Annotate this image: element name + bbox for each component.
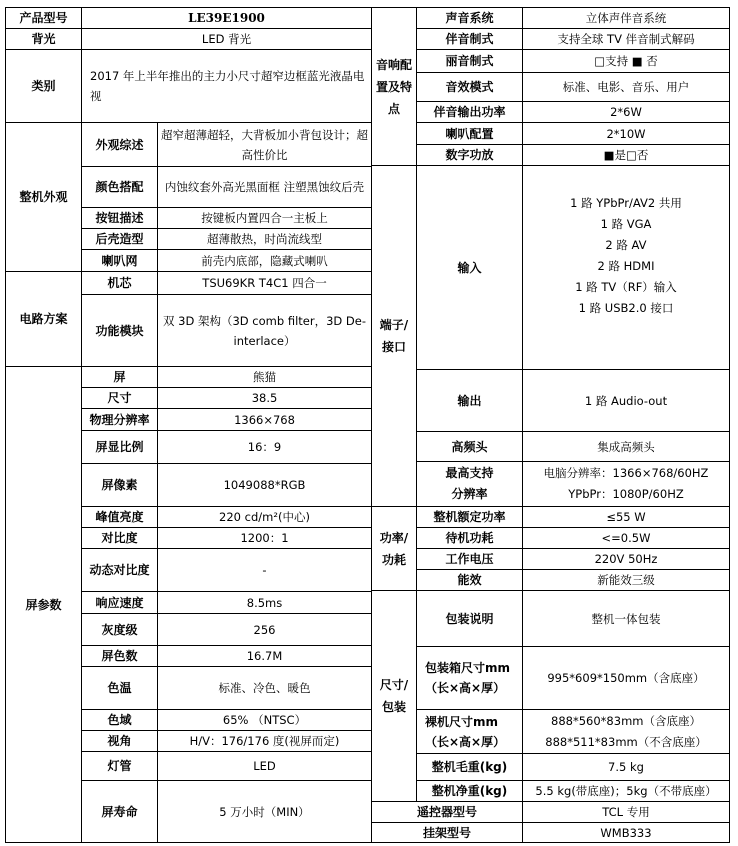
power-row-label: 整机额定功率 — [416, 506, 523, 528]
input-label: 输入 — [416, 165, 523, 370]
screen-row-value: 16.7M — [157, 645, 372, 667]
screen-row-value: LED — [157, 751, 372, 781]
screen-row-label: 视角 — [81, 730, 158, 752]
audio-row-label: 伴音输出功率 — [416, 101, 523, 123]
power-row-value: ≤55 W — [522, 506, 730, 528]
bare-size-line: 888*560*83mm（含底座） — [551, 713, 701, 728]
screen-row-value: 1366×768 — [157, 408, 372, 431]
mount-label: 挂架型号 — [371, 822, 523, 843]
screen-row-label: 物理分辨率 — [81, 408, 158, 431]
tuner-label: 高频头 — [416, 431, 523, 462]
input-line: 1 路 TV（RF）输入 — [575, 280, 677, 294]
screen-row-value: 256 — [157, 613, 372, 646]
audio-row-value: 2*6W — [522, 101, 730, 123]
screen-group-label: 屏参数 — [5, 366, 82, 843]
chassis-label: 机芯 — [81, 271, 158, 295]
input-line: 1 路 YPbPr/AV2 共用 — [570, 196, 682, 210]
audio-group-label: 音响配置及特点 — [371, 7, 417, 166]
audio-row-value: 2*10W — [522, 122, 730, 145]
screen-row-label: 峰值亮度 — [81, 506, 158, 528]
buttons-label: 按钮描述 — [81, 207, 158, 229]
remote-value: TCL 专用 — [522, 801, 730, 823]
screen-row-label: 响应速度 — [81, 591, 158, 614]
screen-row-value: 8.5ms — [157, 591, 372, 614]
audio-row-label: 音效模式 — [416, 72, 523, 102]
back-shape-value: 超薄散热，时尚流线型 — [157, 228, 372, 250]
max-res-value — [522, 461, 730, 507]
appearance-group-label: 整机外观 — [5, 122, 82, 272]
output-label: 输出 — [416, 369, 523, 432]
power-group-label: 功率/功耗 — [371, 506, 417, 591]
tuner-value: 集成高频头 — [522, 431, 730, 462]
color-value: 内蚀纹套外高光黑面框 注塑黑蚀纹后壳 — [157, 166, 372, 208]
output-value: 1 路 Audio-out — [522, 369, 730, 432]
power-row-value: 220V 50Hz — [522, 548, 730, 570]
screen-row-label: 动态对比度 — [81, 548, 158, 592]
audio-row-label: 喇叭配置 — [416, 122, 523, 145]
packaging-value: 整机一体包装 — [522, 590, 730, 647]
input-line: 2 路 AV — [605, 238, 647, 252]
color-label: 颜色搭配 — [81, 166, 158, 208]
max-res-label-line: 最高支持 — [445, 466, 494, 480]
screen-row-value: 65% （NTSC） — [157, 709, 372, 731]
screen-row-label: 色域 — [81, 709, 158, 731]
screen-row-value: 标准、冷色、暖色 — [157, 666, 372, 710]
remote-label: 遥控器型号 — [371, 801, 523, 823]
gross-weight-label: 整机毛重(kg) — [416, 753, 523, 781]
box-size-value: 995*609*150mm（含底座） — [522, 646, 730, 710]
screen-row-label: 尺寸 — [81, 387, 158, 409]
screen-row-value: 熊猫 — [157, 366, 372, 388]
screen-row-label: 屏色数 — [81, 645, 158, 667]
audio-row-value: 立体声伴音系统 — [522, 7, 730, 29]
power-row-value: <=0.5W — [522, 527, 730, 549]
appearance-overview-value: 超窄超薄超轻，大背板加小背包设计；超高性价比 — [157, 122, 372, 167]
screen-row-label: 灯管 — [81, 751, 158, 781]
power-row-label: 能效 — [416, 569, 523, 591]
input-line: 1 路 USB2.0 接口 — [578, 301, 674, 315]
power-row-value: 新能效三级 — [522, 569, 730, 591]
power-row-label: 工作电压 — [416, 548, 523, 570]
audio-row-value: 支持全球 TV 伴音制式解码 — [522, 28, 730, 50]
audio-row-value: ■是□否 — [522, 144, 730, 166]
circuit-group-label: 电路方案 — [5, 271, 82, 367]
bare-size-value — [522, 709, 730, 754]
max-res-label-line: 分辨率 — [451, 487, 488, 501]
input-value — [522, 165, 730, 370]
screen-row-label: 灰度级 — [81, 613, 158, 646]
size-group-label: 尺寸/包装 — [371, 590, 417, 802]
screen-row-value: 16：9 — [157, 430, 372, 464]
screen-row-value: 220 cd/m²(中心) — [157, 506, 372, 528]
back-shape-label: 后壳造型 — [81, 228, 158, 250]
box-size-label: 包装箱尺寸mm（长×高×厚） — [416, 646, 523, 710]
ports-group-label: 端子/接口 — [371, 165, 417, 507]
screen-row-label: 屏寿命 — [81, 780, 158, 843]
screen-row-value: 1200：1 — [157, 527, 372, 549]
screen-row-value: 5 万小时（MIN） — [157, 780, 372, 843]
screen-row-value: 38.5 — [157, 387, 372, 409]
packaging-label: 包装说明 — [416, 590, 523, 647]
input-line: 1 路 VGA — [600, 217, 652, 231]
category-label: 类别 — [5, 49, 82, 123]
bare-size-line: 888*511*83mm（不含底座） — [545, 734, 707, 749]
audio-row-label: 丽音制式 — [416, 49, 523, 73]
screen-row-label: 屏像素 — [81, 463, 158, 507]
audio-row-label: 伴音制式 — [416, 28, 523, 50]
bare-size-label: 裸机尺寸mm（长×高×厚） — [416, 709, 523, 754]
screen-row-label: 色温 — [81, 666, 158, 710]
screen-row-label: 对比度 — [81, 527, 158, 549]
speaker-grill-label: 喇叭网 — [81, 249, 158, 272]
model-value: LE39E1900 — [81, 7, 372, 29]
power-row-label: 待机功耗 — [416, 527, 523, 549]
max-res-value-line: YPbPr：1080P/60HZ — [568, 487, 684, 501]
appearance-overview-label: 外观综述 — [81, 122, 158, 167]
gross-weight-value: 7.5 kg — [522, 753, 730, 781]
mount-value: WMB333 — [522, 822, 730, 843]
audio-row-value: □支持 ■ 否 — [522, 49, 730, 73]
chassis-value: TSU69KR T4C1 四合一 — [157, 271, 372, 295]
screen-row-label: 屏 — [81, 366, 158, 388]
max-res-value-line: 电脑分辨率：1366×768/60HZ — [543, 466, 709, 480]
screen-row-label: 屏显比例 — [81, 430, 158, 464]
screen-row-value: H/V：176/176 度(视屏而定) — [157, 730, 372, 752]
net-weight-value: 5.5 kg(带底座)；5kg（不带底座） — [522, 780, 730, 802]
audio-row-label: 声音系统 — [416, 7, 523, 29]
backlight-value: LED 背光 — [81, 28, 372, 50]
max-res-label — [416, 461, 523, 507]
speaker-grill-value: 前壳内底部，隐藏式喇叭 — [157, 249, 372, 272]
input-line: 2 路 HDMI — [597, 259, 655, 273]
category-value: 2017 年上半年推出的主力小尺寸超窄边框蓝光液晶电视 — [81, 49, 372, 123]
buttons-value: 按键板内置四合一主板上 — [157, 207, 372, 229]
backlight-label: 背光 — [5, 28, 82, 50]
net-weight-label: 整机净重(kg) — [416, 780, 523, 802]
audio-row-value: 标准、电影、音乐、用户 — [522, 72, 730, 102]
model-label: 产品型号 — [5, 7, 82, 29]
audio-row-label: 数字功放 — [416, 144, 523, 166]
screen-row-value: - — [157, 548, 372, 592]
screen-row-value: 1049088*RGB — [157, 463, 372, 507]
modules-value: 双 3D 架构（3D comb filter，3D De-interlace） — [157, 294, 372, 367]
modules-label: 功能模块 — [81, 294, 158, 367]
